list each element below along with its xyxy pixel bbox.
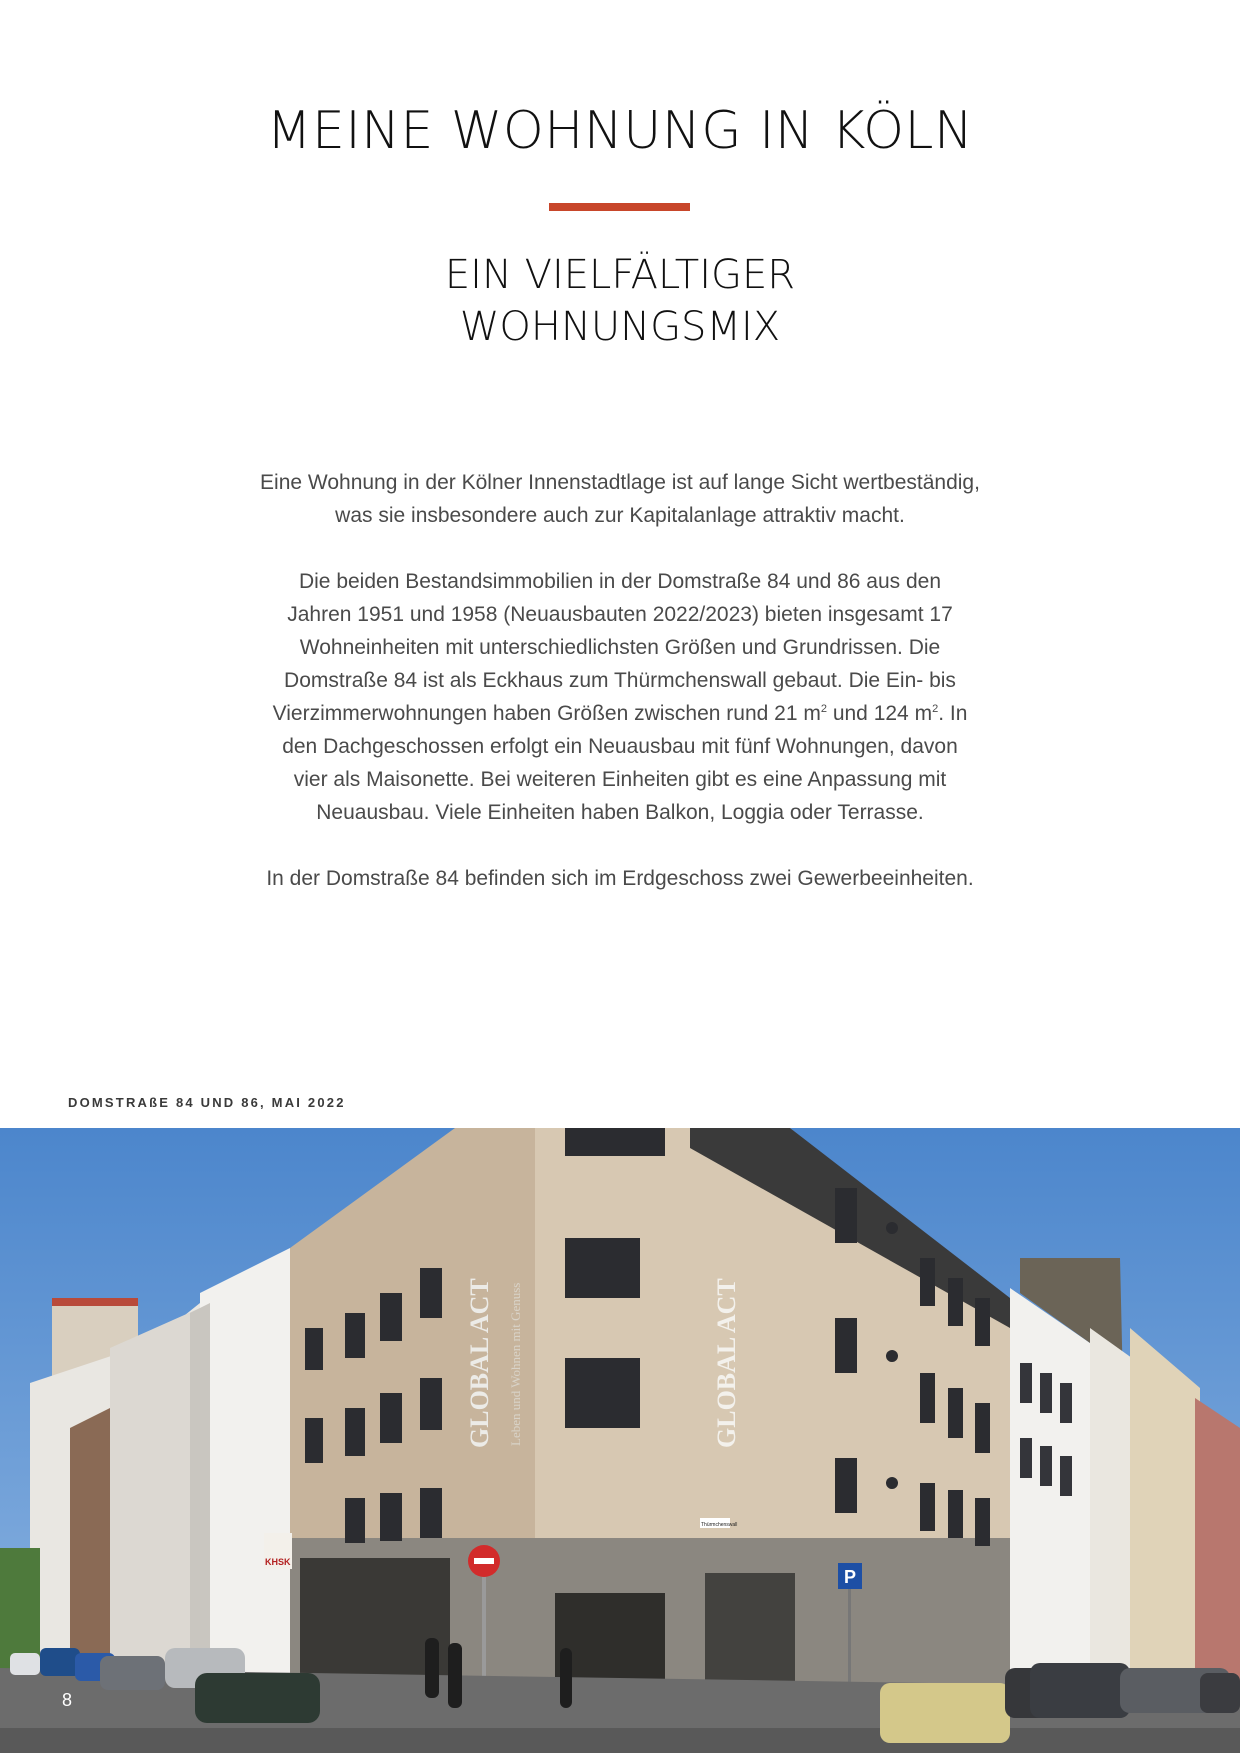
svg-text:P: P (844, 1567, 857, 1587)
text-fragment: Vierzimmerwohnungen haben Größen zwischen rund 21 m (272, 702, 821, 725)
text-fragment: und 124 m (826, 702, 933, 725)
text-line: Wohneinheiten mit unterschiedlichsten Größen und Grundrissen. Die (299, 636, 941, 659)
page-number: 8 (62, 1690, 73, 1710)
text-line: In der Domstraße 84 befinden sich im Erdgeschoss zwei Gewerbeeinheiten. (266, 867, 974, 890)
text-line: was sie insbesondere auch zur Kapitalanlage attraktiv macht. (335, 504, 905, 527)
facade-sign-right: GLOBAL ACT (712, 1278, 741, 1448)
svg-text:KHSK: KHSK (265, 1557, 291, 1567)
facade-tagline: Leben und Wohnen mit Genuss (508, 1282, 523, 1446)
body-text (200, 466, 1040, 928)
superscript: 2 (820, 703, 827, 715)
subtitle-line: WOHNUNGSMIX (459, 304, 781, 350)
intro-paragraph (200, 466, 1040, 532)
page-subtitle (0, 249, 1240, 353)
photo-caption: DOMSTRAßE 84 UND 86, MAI 2022 (68, 1095, 346, 1110)
text-line (200, 697, 1040, 730)
text-line: Jahren 1951 und 1958 (Neuausbauten 2022/2023) bieten insgesamt 17 (287, 603, 953, 626)
text-line: vier als Maisonette. Bei weiteren Einheiten gibt es eine Anpassung mit (293, 768, 947, 791)
title-divider (549, 203, 690, 211)
text-line: Domstraße 84 ist als Eckhaus zum Thürmchenswall gebaut. Die Ein- bis (284, 669, 956, 692)
commercial-paragraph (200, 862, 1040, 895)
text-line: Eine Wohnung in der Kölner Innenstadtlage ist auf lange Sicht wertbeständig, (260, 471, 980, 494)
building-photo (0, 1128, 1240, 1753)
white-building (200, 1248, 290, 1688)
text-fragment: . In (938, 702, 968, 725)
description-paragraph (200, 565, 1040, 829)
text-line: Neuausbau. Viele Einheiten haben Balkon, Loggia oder Terrasse. (316, 801, 924, 824)
svg-text:Thürmchenswall: Thürmchenswall (701, 1522, 738, 1528)
subtitle-line: EIN VIELFÄLTIGER (444, 252, 796, 298)
facade-sign-left: GLOBAL ACT (465, 1278, 494, 1448)
superscript: 2 (932, 703, 939, 715)
page-title: MEINE WOHNUNG IN KÖLN (266, 101, 974, 161)
text-line: Die beiden Bestandsimmobilien in der Domstraße 84 und 86 aus den (298, 570, 942, 593)
right-building-row (1010, 1288, 1090, 1688)
text-line: den Dachgeschossen erfolgt ein Neuausbau mit fünf Wohnungen, davon (282, 735, 958, 758)
